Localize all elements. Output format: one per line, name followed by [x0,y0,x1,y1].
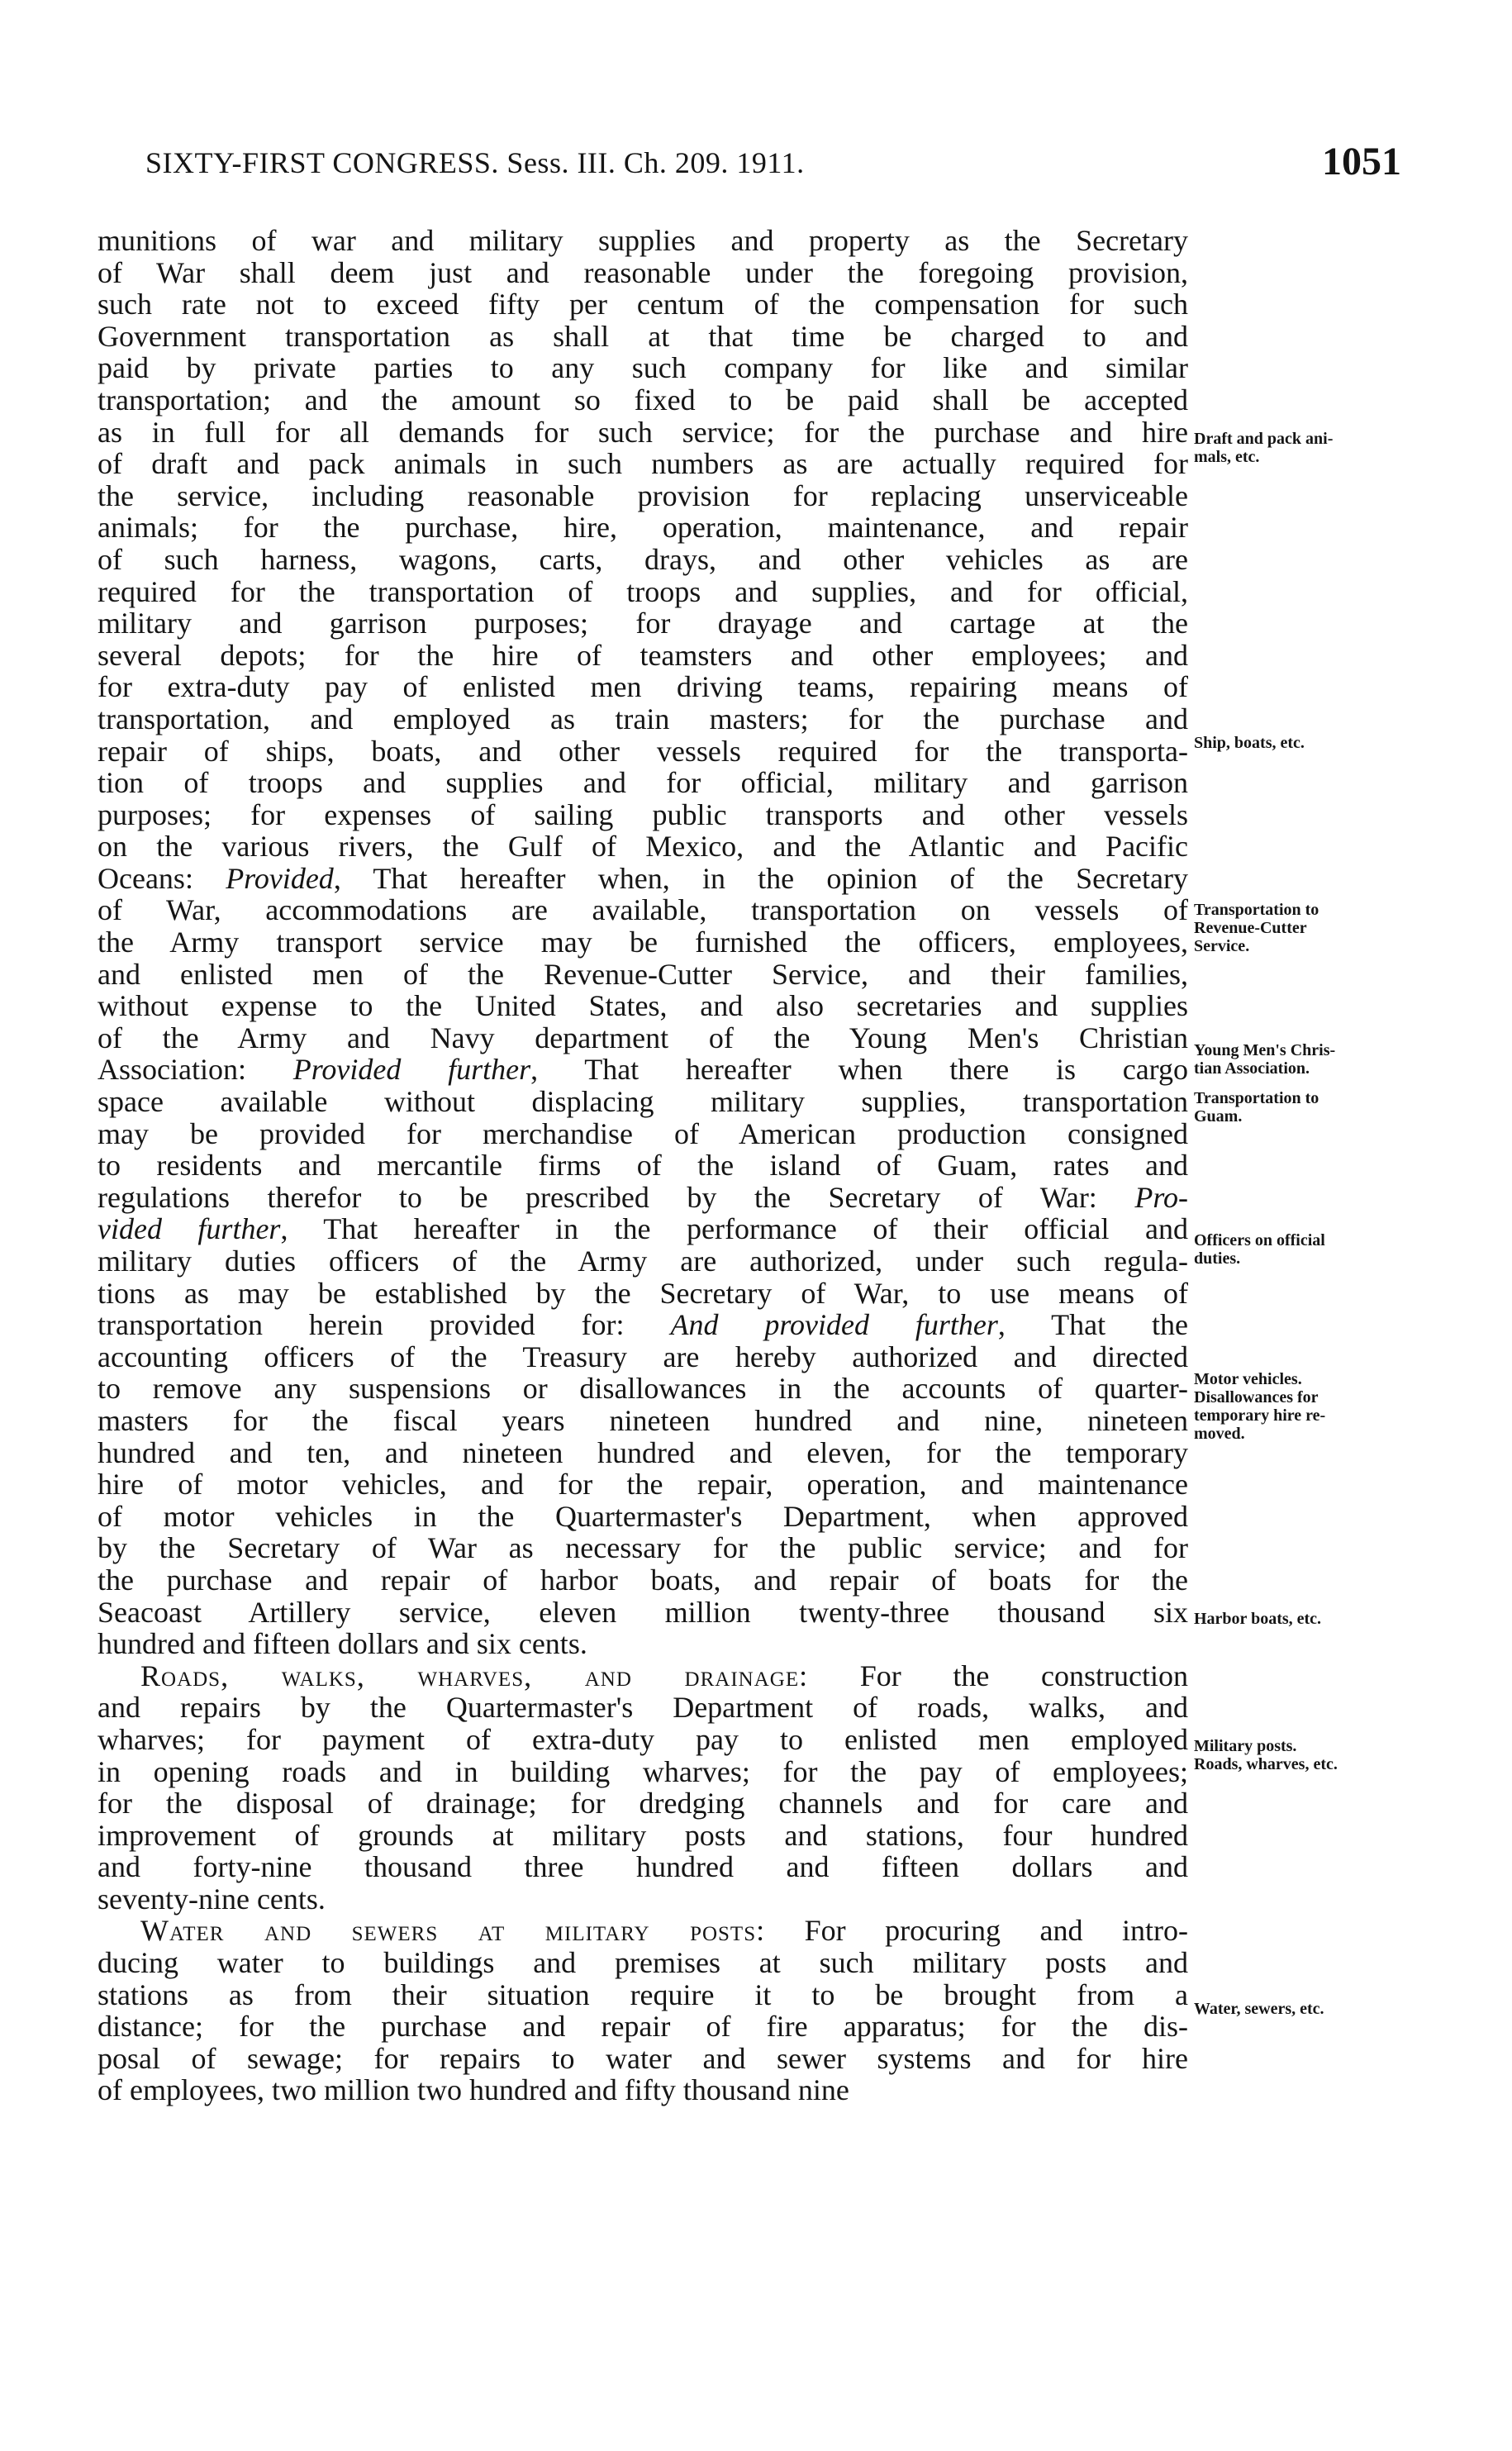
text-line: of such harness, wagons, carts, drays, and other vehicles as are [97,542,1188,576]
text-line: without expense to the United States, and also secretaries and supplies [97,989,1188,1023]
text-line [97,863,1188,895]
text-line: tions as may be established by the Secretary of War, to use means of [97,1276,1188,1310]
text-line: the Army transport service may be furnished the officers, employees, [97,926,1188,959]
proviso-italic: Provided [226,861,334,895]
running-title: SIXTY-FIRST CONGRESS. Sess. III. Ch. 209. 1911. [145,146,805,179]
text-line: masters for the fiscal years nineteen hundred and nine, nineteen [97,1403,1188,1437]
text-segment: , That hereafter when there is cargo [530,1053,1189,1087]
text-line: on the various rivers, the Gulf of Mexico, and the Atlantic and Pacific [97,830,1188,864]
text-line: military duties officers of the Army are authorized, under such regula- [97,1245,1188,1278]
margin-note: Transportation to Guam. [1194,1089,1319,1126]
text-line: purposes; for expenses of sailing public transports and other vessels [97,797,1188,831]
text-line [97,1213,1188,1245]
text-line: and repairs by the Quartermaster's Department of roads, walks, and [97,1691,1188,1725]
proviso-italic: And provided further [670,1308,998,1342]
text-line: transportation, and employed as train masters; for the purchase and [97,702,1188,735]
margin-note: Harbor boats, etc. [1194,1610,1322,1628]
text-line [97,1182,1188,1214]
text-line: munitions of war and military supplies and property as the Secretary [97,224,1188,257]
text-line: posal of sewage; for repairs to water and sewer systems and for hire [97,2041,1188,2075]
text-line: space available without displacing military supplies, transportation [97,1085,1188,1119]
text-segment: , That hereafter when, in the opinion of the Secretary [333,861,1188,895]
text-line: by the Secretary of War as necessary for the public service; and for [97,1531,1188,1565]
text-segment: For procuring and intro- [765,1914,1188,1948]
margin-note: Transportation to Revenue-Cutter Service. [1194,901,1319,955]
text-line: may be provided for merchandise of American production consigned [97,1116,1188,1150]
text-line: of the Army and Navy department of the Young Men's Christian [97,1021,1188,1054]
section-heading: Water and sewers at military posts: [140,1914,766,1948]
text-line: seventy-nine cents. [97,1882,326,1916]
page-header [0,140,1512,195]
text-segment: Association: [97,1053,293,1087]
margin-note: Water, sewers, etc. [1194,2000,1324,2018]
text-line: for the disposal of drainage; for dredging channels and for care and [97,1787,1188,1820]
section-heading: Roads, walks, wharves, and drainage: [140,1659,809,1692]
margin-note: Military posts. Roads, wharves, etc. [1194,1737,1338,1773]
page-number: 1051 [1322,140,1401,183]
text-line: transportation; and the amount so fixed to be paid shall be accepted [97,383,1188,416]
text-line: hundred and ten, and nineteen hundred and eleven, for the temporary [97,1435,1188,1469]
text-line: of draft and pack animals in such numbers as are actually required for [97,447,1188,481]
text-line: accounting officers of the Treasury are hereby authorized and directed [97,1340,1188,1373]
text-line: military and garrison purposes; for drayage and cartage at the [97,607,1188,640]
text-line [97,1054,1188,1086]
text-line: tion of troops and supplies and for official, military and garrison [97,766,1188,800]
text-line: of War, accommodations are available, transportation on vessels of [97,893,1188,927]
margin-note: Officers on official duties. [1194,1231,1325,1268]
text-line [97,1660,1188,1692]
text-line: of motor vehicles in the Quartermaster's Department, when approved [97,1499,1188,1533]
text-line: and enlisted men of the Revenue-Cutter Service, and their families, [97,957,1188,991]
proviso-italic: vided further [97,1212,281,1246]
text-line: wharves; for payment of extra-duty pay to enlisted men employed [97,1722,1188,1756]
text-line: the service, including reasonable provision for replacing unserviceable [97,478,1188,512]
proviso-italic: Pro- [1134,1180,1188,1214]
margin-note: Draft and pack ani- mals, etc. [1194,430,1334,466]
text-line: hundred and fifteen dollars and six cents. [97,1627,587,1661]
text-line: several depots; for the hire of teamsters and other employees; and [97,638,1188,672]
text-segment: Oceans: [97,861,226,895]
text-line: of War shall deem just and reasonable under the foregoing provision, [97,255,1188,289]
text-line: as in full for all demands for such service; for the purchase and hire [97,415,1188,449]
text-line: Seacoast Artillery service, eleven million twenty-three thousand six [97,1595,1188,1629]
text-line: improvement of grounds at military posts and stations, four hundred [97,1818,1188,1852]
text-line: to remove any suspensions or disallowances in the accounts of quarter- [97,1372,1188,1406]
text-line: for extra-duty pay of enlisted men driving teams, repairing means of [97,670,1188,704]
proviso-italic: Provided further [292,1053,531,1087]
text-line: such rate not to exceed fifty per centum of the compensation for such [97,288,1188,321]
text-line: paid by private parties to any such company for like and similar [97,351,1188,385]
body-text [97,225,1188,2106]
text-line: in opening roads and in building wharves; for the pay of employees; [97,1754,1188,1788]
margin-note: Ship, boats, etc. [1194,734,1305,752]
text-line: stations as from their situation require it to be brought from a [97,1977,1188,2011]
text-line: hire of motor vehicles, and for the repair, operation, and maintenance [97,1468,1188,1502]
text-line: animals; for the purchase, hire, operation, maintenance, and repair [97,511,1188,545]
text-segment: , That the [997,1308,1188,1342]
text-line: the purchase and repair of harbor boats, and repair of boats for the [97,1563,1188,1597]
text-segment: For the construction [808,1659,1189,1692]
text-line [97,1309,1188,1341]
margin-note: Motor vehicles. Disallowances for temporary hire re- moved. [1194,1370,1326,1443]
text-line: required for the transportation of troops and supplies, and for official, [97,574,1188,608]
text-segment: transportation herein provided for: [97,1308,671,1342]
text-line: Government transportation as shall at that time be charged to and [97,319,1188,353]
margin-note: Young Men's Chris- tian Association. [1194,1041,1336,1078]
text-line: and forty-nine thousand three hundred and fifteen dollars and [97,1850,1188,1884]
text-line [97,1915,1188,1947]
text-line: to residents and mercantile firms of the island of Guam, rates and [97,1149,1188,1183]
text-line: repair of ships, boats, and other vessels required for the transporta- [97,734,1188,768]
text-line: distance; for the purchase and repair of fire apparatus; for the dis- [97,2010,1188,2044]
text-line: ducing water to buildings and premises at such military posts and [97,1946,1188,1980]
text-segment: regulations therefor to be prescribed by the Secretary of War: [97,1180,1135,1214]
text-segment: , That hereafter in the performance of their official and [280,1212,1188,1246]
text-line: of employees, two million two hundred and fifty thousand nine [97,2073,849,2107]
